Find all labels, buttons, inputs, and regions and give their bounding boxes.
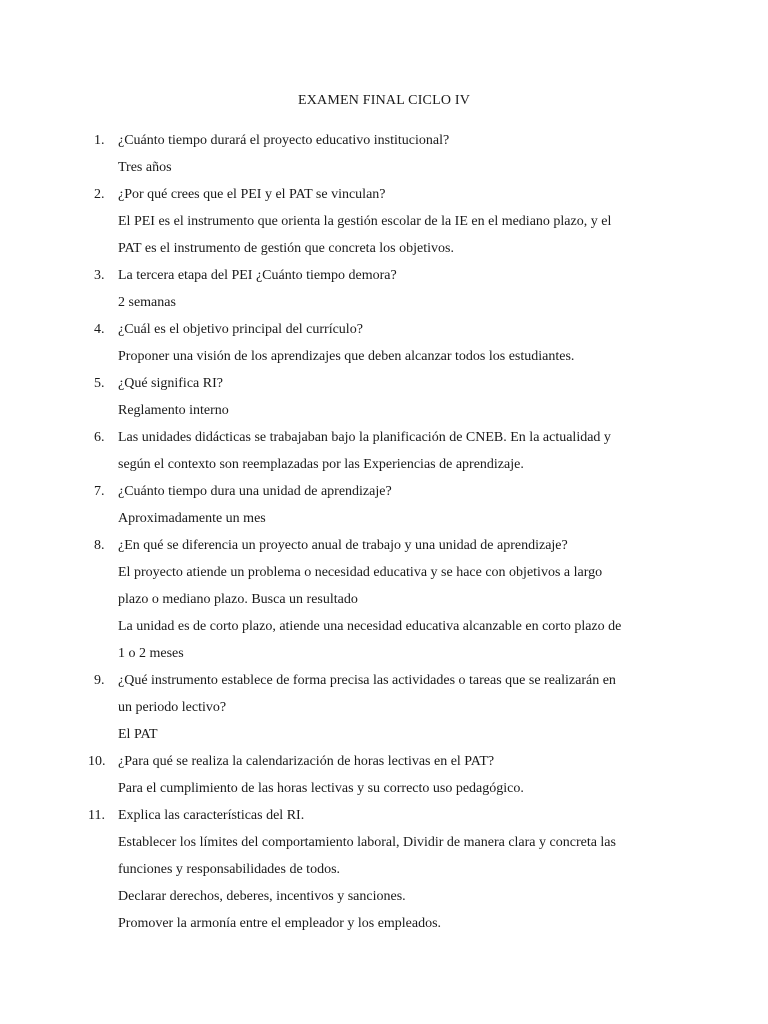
question-number: 5. [94,376,105,391]
answer-text: Proponer una visión de los aprendizajes que deben alcanzar todos los estudiantes. [118,349,575,364]
question-item [0,802,768,937]
question-number: 2. [94,187,105,202]
answer-text: según el contexto son reemplazadas por las Experiencias de aprendizaje. [118,457,524,472]
question-text: ¿Cuánto tiempo dura una unidad de aprendizaje? [118,484,392,499]
answer-text: Tres años [118,160,172,175]
document-title: EXAMEN FINAL CICLO IV [297,93,471,108]
answer-text: El PAT [118,727,158,742]
question-item [0,370,768,424]
question-item [0,532,768,667]
question-item [0,424,768,478]
question-text: ¿Para qué se realiza la calendarización de horas lectivas en el PAT? [118,754,495,769]
answer-text: Aproximadamente un mes [118,511,266,526]
answer-text: 1 o 2 meses [118,646,184,661]
question-number: 10. [88,754,106,769]
question-number: 11. [88,808,105,823]
question-text: ¿Cuál es el objetivo principal del currículo? [118,322,363,337]
answer-text: La unidad es de corto plazo, atiende una necesidad educativa alcanzable en corto plazo de [118,619,622,634]
answer-text: PAT es el instrumento de gestión que concreta los objetivos. [118,241,454,256]
question-item [0,127,768,181]
question-text: ¿Cuánto tiempo durará el proyecto educativo institucional? [118,133,450,148]
question-number: 1. [94,133,105,148]
question-text: La tercera etapa del PEI ¿Cuánto tiempo demora? [118,268,397,283]
question-text: ¿En qué se diferencia un proyecto anual de trabajo y una unidad de aprendizaje? [118,538,568,553]
answer-text: plazo o mediano plazo. Busca un resultado [118,592,358,607]
answer-text: funciones y responsabilidades de todos. [118,862,341,877]
question-number: 8. [94,538,105,553]
question-text: ¿Qué instrumento establece de forma precisa las actividades o tareas que se realizarán en [118,673,616,688]
question-number: 6. [94,430,105,445]
question-list [0,127,768,937]
question-number: 3. [94,268,105,283]
answer-text: un periodo lectivo? [118,700,227,715]
question-number: 4. [94,322,105,337]
question-item [0,667,768,748]
answer-text: Reglamento interno [118,403,229,418]
answer-text: El proyecto atiende un problema o necesidad educativa y se hace con objetivos a largo [118,565,603,580]
question-text: ¿Por qué crees que el PEI y el PAT se vinculan? [118,187,386,202]
question-number: 9. [94,673,105,688]
question-number: 7. [94,484,105,499]
answer-text: 2 semanas [118,295,176,310]
answer-text: Declarar derechos, deberes, incentivos y sanciones. [118,889,406,904]
answer-text: Establecer los límites del comportamiento laboral, Dividir de manera clara y concreta las [118,835,616,850]
question-item [0,478,768,532]
answer-text: Para el cumplimiento de las horas lectivas y su correcto uso pedagógico. [118,781,524,796]
answer-text: El PEI es el instrumento que orienta la gestión escolar de la IE en el mediano plazo, y el [118,214,612,229]
question-item [0,748,768,802]
question-item [0,262,768,316]
question-item [0,181,768,262]
question-text: Las unidades didácticas se trabajaban bajo la planificación de CNEB. En la actualidad y [118,430,611,445]
question-text: Explica las características del RI. [118,808,305,823]
question-item [0,316,768,370]
answer-text: Promover la armonía entre el empleador y los empleados. [118,916,442,931]
question-text: ¿Qué significa RI? [118,376,223,391]
